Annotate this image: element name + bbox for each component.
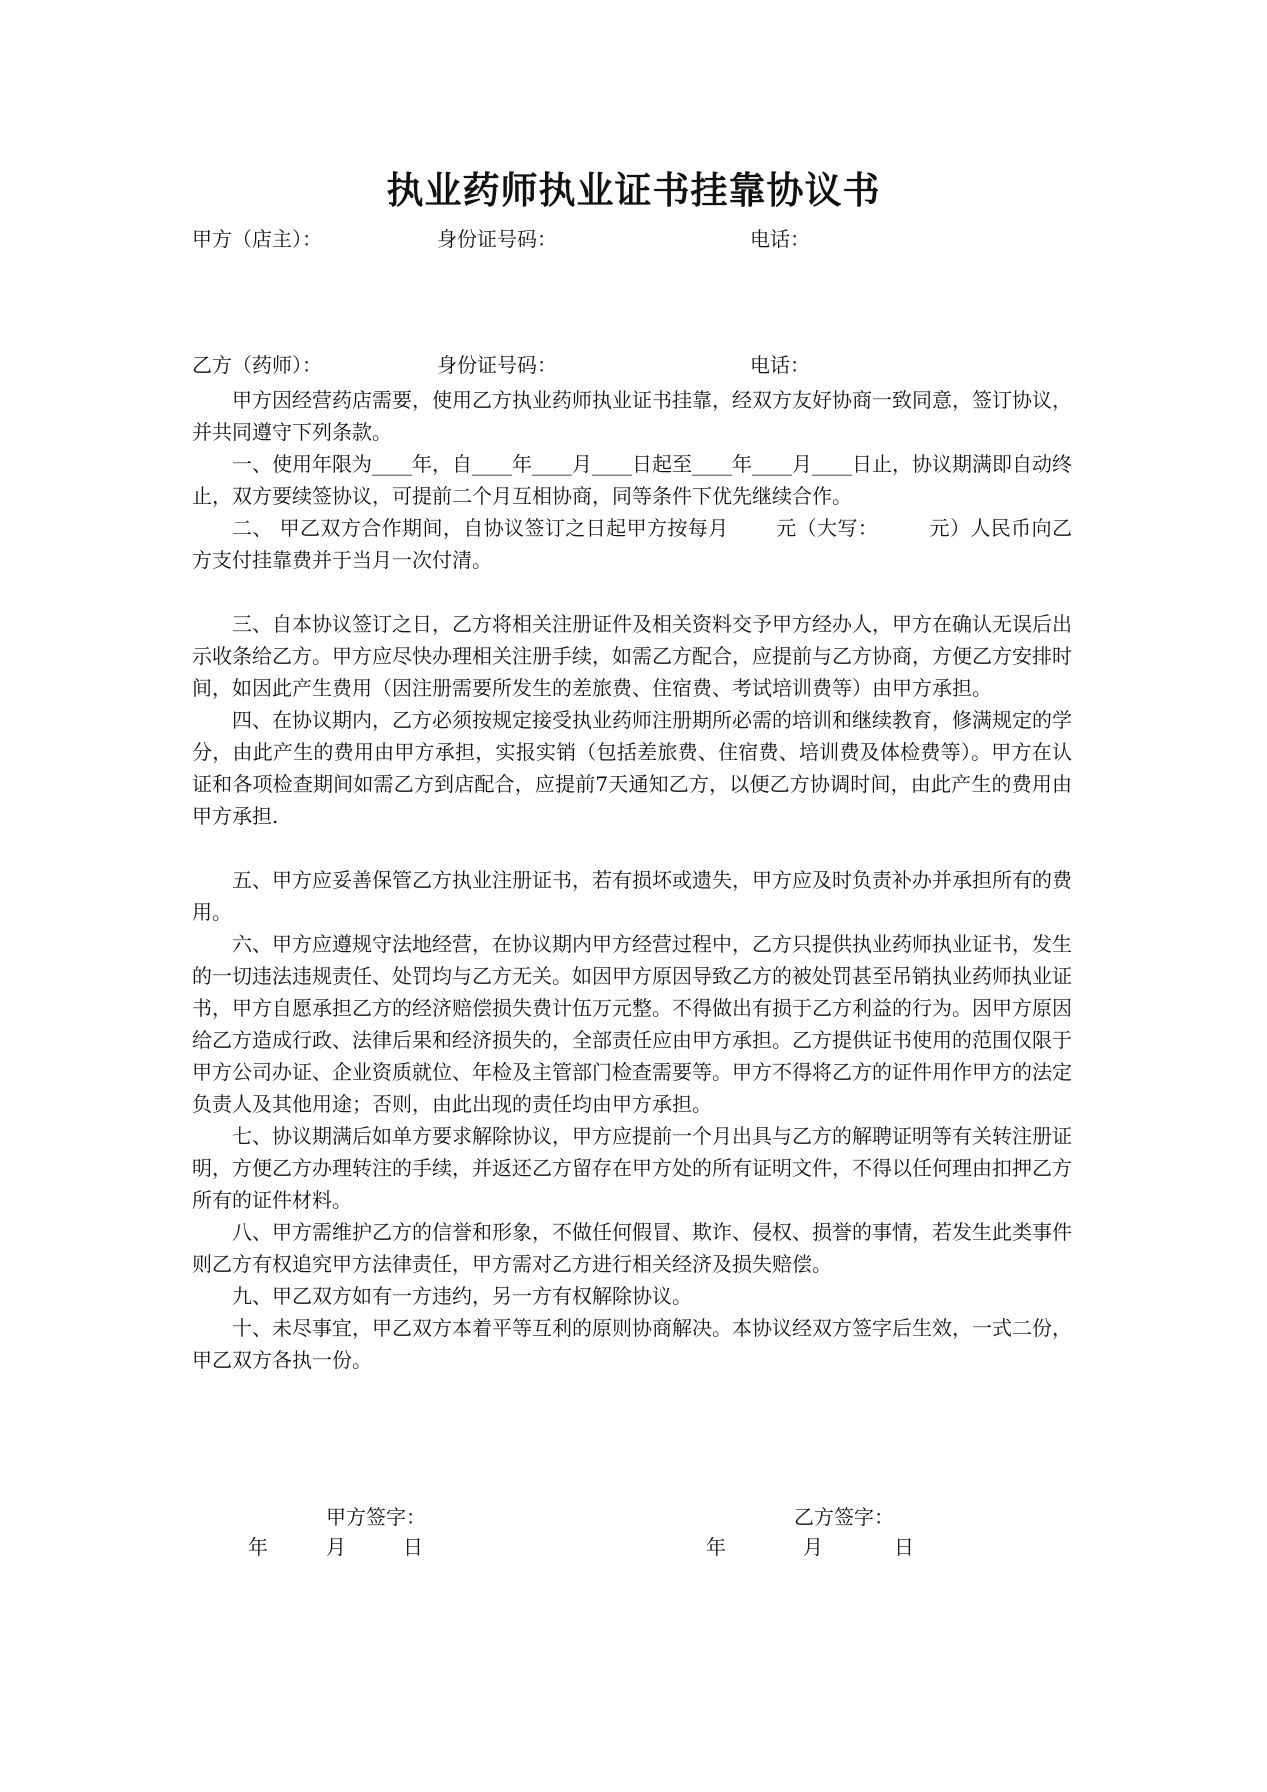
clause-3-paragraph: 三、自本协议签订之日，乙方将相关注册证件及相关资料交予甲方经办人，甲方在确认无误后出示收条给乙方。甲方应尽快办理相关注册手续，如需乙方配合，应提前与乙方协商，方便乙方安排时间，如因此产生费用（因注册需要所发生的差旅费、住宿费、考试培训费等）由甲方承担。 <box>192 612 1072 700</box>
clause-2-paragraph: 二、 甲乙双方合作期间，自协议签订之日起甲方按每月 元（大写： 元）人民币向乙方支付挂靠费并于当月一次付清。 <box>192 516 1072 572</box>
party-a-id-label: 身份证号码： <box>437 227 557 251</box>
party-b-tel-label: 电话： <box>750 353 810 377</box>
party-a-date-day: 日 <box>403 1535 423 1559</box>
preamble-paragraph: 甲方因经营药店需要，使用乙方执业药师执业证书挂靠，经双方友好协商一致同意，签订协议，并共同遵守下列条款。 <box>192 388 1072 444</box>
clause-5-paragraph: 五、甲方应妥善保管乙方执业注册证书，若有损坏或遗失，甲方应及时负责补办并承担所有的费用。 <box>192 868 1072 924</box>
party-a-date-year: 年 <box>248 1535 268 1559</box>
party-b-date-day: 日 <box>894 1535 914 1559</box>
clause-8-paragraph: 八、甲方需维护乙方的信誉和形象，不做任何假冒、欺诈、侵权、损誉的事情，若发生此类事件则乙方有权追究甲方法律责任，甲方需对乙方进行相关经济及损失赔偿。 <box>192 1220 1072 1276</box>
party-a-line <box>192 224 1072 254</box>
signature-date-row <box>0 1532 1267 1562</box>
party-b-date-year: 年 <box>706 1535 726 1559</box>
party-b-name-label: 乙方（药师）： <box>192 353 322 377</box>
signature-labels-row <box>0 1502 1267 1532</box>
document-title: 执业药师执业证书挂靠协议书 <box>386 169 881 212</box>
clause-10-paragraph: 十、未尽事宜，甲乙双方本着平等互利的原则协商解决。本协议经双方签字后生效，一式二份，甲乙双方各执一份。 <box>192 1316 1072 1372</box>
clause-6-paragraph: 六、甲方应遵规守法地经营，在协议期内甲方经营过程中，乙方只提供执业药师执业证书，发生的一切违法违规责任、处罚均与乙方无关。如因甲方原因导致乙方的被处罚甚至吊销执业药师执业证书，甲方自愿承担乙方的经济赔偿损失费计伍万元整。不得做出有损于乙方利益的行为。因甲方原因给乙方造成行政、法律后果和经济损失的，全部责任应由甲方承担。乙方提供证书使用的范围仅限于甲方公司办证、企业资质就位、年检及主管部门检查需要等。甲方不得将乙方的证件用作甲方的法定负责人及其他用途；否则，由此出现的责任均由甲方承担。 <box>192 932 1072 1116</box>
party-b-signature-label: 乙方签字： <box>794 1505 894 1529</box>
party-a-tel-label: 电话： <box>750 227 810 251</box>
party-a-date-month: 月 <box>326 1535 346 1559</box>
party-b-id-label: 身份证号码： <box>437 353 557 377</box>
clause-7-paragraph: 七、协议期满后如单方要求解除协议，甲方应提前一个月出具与乙方的解聘证明等有关转注册证明，方便乙方办理转注的手续，并返还乙方留存在甲方处的所有证明文件，不得以任何理由扣押乙方所有的证件材料。 <box>192 1124 1072 1212</box>
party-b-line <box>192 350 1072 380</box>
agreement-body <box>192 384 1072 1376</box>
clause-1-paragraph: 一、使用年限为____年，自____年____月____日起至____年____月____日止，协议期满即自动终止，双方要续签协议，可提前二个月互相协商，同等条件下优先继续合作。 <box>192 452 1072 508</box>
clause-9-paragraph: 九、甲乙双方如有一方违约，另一方有权解除协议。 <box>232 1284 692 1308</box>
clause-4-paragraph: 四、在协议期内，乙方必须按规定接受执业药师注册期所必需的培训和继续教育，修满规定的学分，由此产生的费用由甲方承担，实报实销（包括差旅费、住宿费、培训费及体检费等）。甲方在认证和各项检查期间如需乙方到店配合，应提前7天通知乙方，以便乙方协调时间，由此产生的费用由甲方承担. <box>192 708 1072 828</box>
party-a-name-label: 甲方（店主）： <box>192 227 322 251</box>
party-a-signature-label: 甲方签字： <box>326 1505 426 1529</box>
party-b-date-month: 月 <box>803 1535 823 1559</box>
